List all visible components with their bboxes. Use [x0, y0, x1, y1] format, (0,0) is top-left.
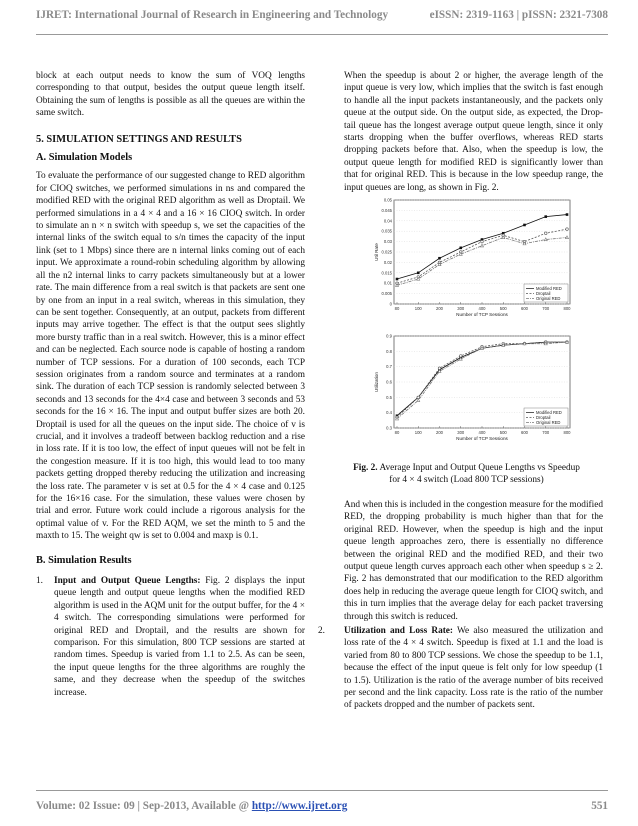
data-point: [566, 213, 569, 216]
x-tick-label: 300: [457, 306, 465, 312]
y-tick-label: 0.05: [383, 198, 392, 203]
running-footer: [36, 800, 608, 812]
y-tick-label: 0.5: [386, 394, 392, 400]
x-axis-label: Number of TCP Sessions: [456, 436, 508, 442]
x-tick-label: 600: [521, 306, 528, 312]
y-tick-label: 0.005: [381, 291, 392, 297]
y-tick-label: 0.045: [381, 207, 392, 213]
y-tick-label: 0.01: [383, 280, 392, 286]
figure-caption: [330, 462, 603, 487]
page-number: 551: [591, 800, 608, 812]
x-tick-label: 700: [542, 306, 550, 312]
list-item-title: Utilization and Loss Rate:: [344, 625, 454, 636]
section-heading: 5. SIMULATION SETTINGS AND RESULTS: [36, 133, 242, 145]
right-column: [318, 70, 604, 712]
y-tick-label: 0.4: [386, 410, 392, 416]
data-point: [459, 247, 462, 250]
data-point: [417, 272, 420, 275]
x-tick-label: 800: [563, 306, 571, 312]
speedup-paragraph: When the speedup is about 2 or higher, the average length of the input queue is very low, which implies that the switch is fast enough to handle all the input packets instantaneously, and the packets only queue at the output side. On the output side, as expected, the Drop-tail queue has the longest average output queue length, since it only starts dropping when the buffer overflows, whereas RED starts dropping packets before that. Also, when the speedup is low, the output queue length for modified RED is significantly lower than that for original RED. This is because in the low speedup range, the input queues are long, as shown in Fig. 2.: [344, 71, 603, 193]
congestion-paragraph: And when this is included in the congestion measure for the modified RED, the dropping probability is much higher than that for the original RED. However, when the speedup is high and the input queue length approaches zero, there is essentially no difference between the original RED and the modified RED, and their two output queue length curves approach each other when speedup s ≥ 2. Fig. 2 has demonstrated that our modification to the RED algorithm does help in reducing the average queue length for CIOQ switch, and this in turn implies that the average delay for each packet traversing through this switch is reduced.: [344, 499, 603, 622]
y-tick-label: 0.03: [383, 239, 392, 245]
list-item-text: We also measured the utilization and loss rate of the 4 × 4 switch. Speedup is fixed at 1.1 and the load is varied from 80 to 800 TCP sessions. We chose the speedup to be 1.1, because the effect of the input queue is felt only for low speedup (1 to 1.5). Utilization is the ratio of the average number of bits received per second and the link capacity. Loss rate is the ratio of the number of packets dropped and the number of packets sent.: [344, 625, 604, 711]
x-tick-label: 100: [414, 306, 422, 312]
data-point: [396, 278, 399, 281]
x-tick-label: 800: [563, 430, 571, 436]
list-item-2: [318, 625, 604, 712]
issn-info: eISSN: 2319-1163 | pISSN: 2321-7308: [429, 9, 608, 21]
y-tick-label: 0.02: [383, 259, 392, 265]
x-tick-label: 80: [394, 306, 400, 312]
data-point: [523, 224, 526, 227]
chart-2: [374, 334, 571, 442]
y-tick-label: 0.015: [381, 270, 392, 276]
simulation-models-paragraph: To evaluate the performance of our suggested change to RED algorithm for CIOQ switches, we performed simulations in ns and compared the modified RED with the original RED algorithm as well as Droptail. We performed simulations in a 4 × 4 and a 16 × 16 CIOQ switch. In order to simulate an n × n switch with speedup s, we set the capacities of the internal links of the switch equal to s/n times the capacity of the input link (set to 1 Mbps) since there are n internal links coming out of each input. We approximate a round-robin scheduling algorithm by allowing all the n2 internal links to carry packets simultaneously but at a lower rate. The main difference from a real switch is that packets are sent one by one from an input in a real switch, whereas in this simulation, they can be sent together. Consequently, at an output, packets from different inputs may arrive together. The effect is that the output sees slightly more bursty traffic than in a real switch. However, this is a minor effect and can be neglected. Each source node is capable of hosting a random number of TCP sessions. For a duration of 100 seconds, each TCP session originates from a random source and terminates at a random sink. The duration of each TCP session is randomly selected between 3 seconds and 13 seconds for the 4×4 case and between 3 seconds and 53 seconds for the 16 × 16. The input and output buffer sizes are both 20. Droptail is used for all the queues on the input side. The choice of v is crucial, and it involves a tradeoff between backlog reduction and a rise in loss rate. If it is too low, the effect of input queues will not be felt in the congestion measure. If it is too high, this would lead to too many packets getting dropped thereby reducing the utilization and increasing the loss rate. The parameter v is set at 0.5 for the 4 × 4 case and 0.125 for the 16×16 case. For the simulation, these values were chosen by trial and error. Future work could include a rigorous analysis for the optimal value of v. For the RED AQM, we set the minth to 5 and the maxth to 15. The weight qw is set to 0.004 and maxp is 0.1.: [36, 171, 305, 542]
data-point: [544, 215, 547, 218]
legend-label: Modified RED: [536, 286, 562, 292]
x-tick-label: 500: [499, 306, 507, 312]
data-point: [566, 228, 569, 231]
chart-1: [374, 198, 571, 317]
x-tick-label: 300: [457, 430, 465, 436]
data-point: [544, 232, 547, 235]
y-tick-label: 0.6: [386, 379, 392, 385]
x-tick-label: 400: [478, 430, 486, 436]
y-tick-label: 0: [389, 301, 392, 307]
figure-2-charts: [330, 198, 603, 458]
x-tick-label: 200: [436, 306, 443, 312]
x-tick-label: 600: [521, 430, 528, 436]
running-header: [36, 9, 608, 29]
list-number: 2.: [318, 625, 325, 636]
footer-volume: [36, 800, 347, 812]
legend-label: Droptail: [536, 291, 551, 297]
x-tick-label: 400: [478, 306, 486, 312]
x-tick-label: 100: [414, 430, 422, 436]
x-tick-label: 200: [436, 430, 443, 436]
y-tick-label: 0.9: [386, 333, 392, 339]
y-axis-label: Util Rate: [374, 243, 379, 261]
footer-prefix: Volume: 02 Issue: 09 | Sep-2013, Available @: [36, 800, 252, 812]
caption-label: Fig. 2.: [353, 463, 378, 474]
left-column: [36, 70, 305, 699]
list-item-text: Fig. 2 displays the input queue length and output queue lengths when the modified RED algorithm is used in the AQM unit for the output buffer, for the 4 × 4 switch. The corresponding simulations were performed for original RED and Droptail, and the results are shown for comparison. For this simulation, 800 TCP sessions are started at random times. Speedup is varied from 1.1 to 2.5. As can be seen, the input queue lengths for the three algorithms are roughly the same, and they decrease when the speedup of the switches increase.: [54, 576, 305, 698]
header-rule: [36, 34, 608, 35]
data-point: [438, 257, 441, 260]
footer-rule: [36, 790, 608, 791]
legend-label: Modified RED: [536, 410, 562, 416]
legend-label: Original RED: [536, 296, 561, 302]
intro-paragraph: block at each output needs to know the sum of VOQ lengths corresponding to that output, besides the output queue length itself. Obtaining the sum of lengths is possible as all the queues are within the same switch.: [36, 71, 305, 119]
y-tick-label: 0.035: [381, 228, 392, 234]
subsection-heading-a: A. Simulation Models: [36, 152, 133, 164]
figure-2: [330, 198, 603, 458]
y-tick-label: 0.04: [383, 218, 392, 224]
subsection-heading-b: B. Simulation Results: [36, 554, 132, 566]
data-point: [481, 240, 484, 243]
x-tick-label: 700: [542, 430, 550, 436]
legend-label: Droptail: [536, 415, 551, 421]
y-axis-label: Utilization: [374, 372, 379, 393]
y-tick-label: 0.3: [386, 425, 392, 431]
caption-text: Average Input and Output Queue Lengths vs Speedup for 4 × 4 switch (Load 800 TCP sessions): [377, 463, 580, 486]
x-axis-label: Number of TCP Sessions: [456, 312, 508, 318]
y-tick-label: 0.8: [386, 348, 392, 354]
y-tick-label: 0.025: [381, 249, 392, 255]
journal-link[interactable]: http://www.ijret.org: [251, 800, 348, 812]
x-tick-label: 500: [499, 430, 507, 436]
y-tick-label: 0.7: [386, 364, 392, 370]
list-item-1: [36, 575, 305, 699]
journal-title: IJRET: International Journal of Research in Engineering and Technology: [36, 9, 389, 21]
x-tick-label: 80: [394, 430, 400, 436]
list-number: 1.: [36, 576, 43, 587]
legend-label: Original RED: [536, 420, 561, 426]
list-item-title: Input and Output Queue Lengths:: [54, 576, 201, 587]
